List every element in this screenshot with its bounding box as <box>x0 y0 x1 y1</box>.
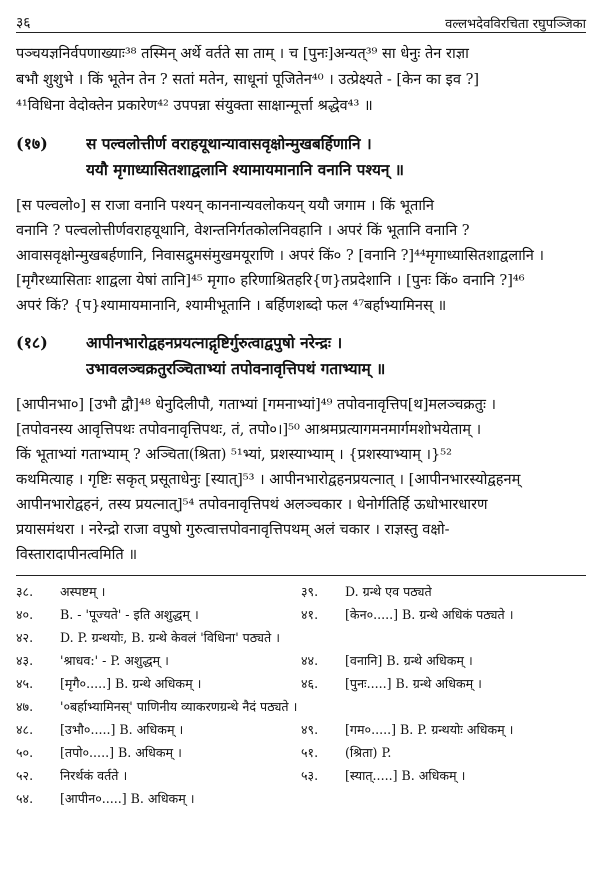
footnote-number: ४६. <box>301 676 319 691</box>
footnote-number: ४८. <box>16 722 34 737</box>
footnote-text: अस्पष्टम् । <box>60 584 106 599</box>
footnote-text: [वनानि] B. ग्रन्थे अधिकम् । <box>345 653 473 668</box>
footnote-row <box>16 741 586 764</box>
text-line: पञ्चयज्ञनिर्वपणाख्याः³⁸ तस्मिन् अर्थे वर्तते सा ताम् । च [पुनः]अन्यत्³⁹ सा धेनुः तेन राज्ञा <box>16 45 469 62</box>
verse-number: (१७) <box>16 134 48 153</box>
text-line: कथमित्याह । गृष्टिः सकृत् प्रसूताधेनुः [स्यात्]⁵³ । आपीनभारोद्वहनप्रयत्नात् । [आपीनभारस्योद्वहनम् <box>16 471 521 488</box>
footnote-text: [गम०.....] B. P. ग्रन्थयोः अधिकम् । <box>345 722 514 737</box>
footnote-row <box>16 649 586 672</box>
footnote-number: ५३. <box>301 768 319 783</box>
verse-number: (१८) <box>16 333 48 352</box>
footnote-text: [केन०.....] B. ग्रन्थे अधिकं पठ्यते । <box>345 607 514 622</box>
verse-line: स पल्वलोत्तीर्ण वराहयूथान्यावासवृक्षोन्मुखबर्हिणानि । <box>86 135 372 153</box>
footnote-text: '०बर्हाभ्यामिनस्' पाणिनीय व्याकरणग्रन्थे नैदं पठ्यते । <box>60 699 298 714</box>
footnote-text: [मृगै०.....] B. ग्रन्थे अधिकम् । <box>60 676 202 691</box>
footnote-text: [आपीन०.....] B. अधिकम् । <box>60 791 195 806</box>
verse-18 <box>16 330 586 382</box>
text-line: [आपीनभा०] [उभौ द्वौ]⁴⁸ धेनुदिलीपौ, गताभ्यां [गमनाभ्यां]⁴⁹ तपोवनावृत्तिप[थ]मलञ्चक्रतुः । <box>16 396 497 413</box>
footnote-number: ४७. <box>16 699 34 714</box>
footnote-text: [तपो०.....] B. अधिकम् । <box>60 745 182 760</box>
intro-paragraph <box>16 41 586 119</box>
footnote-number: ५१. <box>301 745 319 760</box>
text-line: विस्तारादापीनत्वमिति ॥ <box>16 546 138 563</box>
footnote-number: ४४. <box>301 653 319 668</box>
text-line: प्रयासमंथरा । नरेन्द्रो राजा वपुषो गुरुत्वात्तपोवनावृत्तिपथम् अलं चकार । राज्ञस्तु वक्षो- <box>16 521 450 538</box>
text-line: बभौ शुशुभे । किं भूतेन तेन ? सतां मतेन, साधूनां पूजितेन⁴⁰ । उत्प्रेक्ष्यते - [केन का इव ?] <box>16 71 480 88</box>
footnotes <box>16 580 586 810</box>
text-line: [तपोवनस्य आवृत्तिपथः तपोवनावृत्तिपथः, तं, तपो०।]⁵⁰ आश्रमप्रत्यागमनमार्गमशोभयेताम् । <box>16 421 482 438</box>
footnote-number: ४९. <box>301 722 319 737</box>
verse-line: उभावलञ्चक्रतुरञ्चिताभ्यां तपोवनावृत्तिपथं गताभ्याम् ॥ <box>86 360 386 378</box>
text-line: किं भूताभ्यां गताभ्याम् ? अञ्चिता(श्रिता) ⁵¹भ्यां, प्रशस्याभ्याम् । {प्रशस्याभ्याम् ।}⁵² <box>16 446 452 463</box>
footnote-text: B. - 'पूज्यते' - इति अशुद्धम् । <box>60 607 199 622</box>
footnote-row <box>16 580 586 603</box>
footnote-number: ४२. <box>16 630 34 645</box>
footnote-number: ४१. <box>301 607 319 622</box>
footnote-number: ४०. <box>16 607 34 622</box>
footnote-text: 'श्राधव:' - P. अशुद्धम् । <box>60 653 169 668</box>
footnote-number: ४५. <box>16 676 34 691</box>
footnote-text: निरर्थकं वर्तते । <box>60 768 128 783</box>
footnote-number: ४३. <box>16 653 34 668</box>
commentary-17 <box>16 193 586 318</box>
footnote-number: ५०. <box>16 745 34 760</box>
footnote-text: D. ग्रन्थे एव पठ्यते <box>345 584 432 599</box>
page-number: ३६ <box>16 15 31 31</box>
footnote-number: ५४. <box>16 791 34 806</box>
footnote-divider <box>16 575 586 576</box>
text-line: आपीनभारोद्वहनं, तस्य प्रयत्नात्]⁵⁴ तपोवनावृत्तिपथं अलञ्चकार । धेनोर्गतिर्हि ऊधोभारधारण <box>16 496 488 513</box>
page-header <box>16 10 586 33</box>
verse-17 <box>16 131 586 183</box>
footnote-row <box>16 764 586 787</box>
footnote-text: [उभौ०.....] B. अधिकम् । <box>60 722 184 737</box>
footnote-row <box>16 626 586 649</box>
verse-line: आपीनभारोद्वहनप्रयत्नाद्गृष्टिर्गुरुत्वाद्वपुषो नरेन्द्रः । <box>86 334 343 352</box>
footnote-number: ३९. <box>301 584 319 599</box>
text-line: ⁴¹विधिना वेदोक्तेन प्रकारेण⁴² उपपन्ना संयुक्ता साक्षान्मूर्त्ता श्रद्धेव⁴³ ॥ <box>16 97 373 114</box>
footnote-text: D. P. ग्रन्थयोः, B. ग्रन्थे केवलं 'विधिना' पठ्यते । <box>60 630 280 645</box>
footnote-row <box>16 672 586 695</box>
footnote-row <box>16 603 586 626</box>
footnote-row <box>16 695 586 718</box>
footnote-text: [स्यात्.....] B. अधिकम् । <box>345 768 466 783</box>
commentary-18 <box>16 392 586 567</box>
text-line: अपरं किं? {प}श्यामायमानानि, श्यामीभूतानि । बर्हिणशब्दो फल ⁴⁷बर्हाभ्यामिनस् ॥ <box>16 297 447 314</box>
footnote-row <box>16 787 586 810</box>
text-line: [स पल्वलो०] स राजा वनानि पश्यन् काननान्यवलोकयन् ययौ जगाम । किं भूतानि <box>16 197 434 214</box>
verse-line: ययौ मृगाध्यासितशाद्वलानि श्यामायमानानि वनानि पश्यन् ॥ <box>86 161 404 179</box>
text-line: आवासवृक्षोन्मुखबर्हणानि, निवासद्रुमसंमुखमयूराणि । अपरं किं० ? [वनानि ?]⁴⁴मृगाध्यासितशाद्वलानि । <box>16 247 545 264</box>
text-line: वनानि ? पल्वलोत्तीर्णवराहयूथानि, वेशन्तनिर्गतकोलनिवहानि । अपरं किं भूतानि वनानि ? <box>16 222 470 239</box>
footnote-number: ५२. <box>16 768 34 783</box>
footnote-row <box>16 718 586 741</box>
running-title: वल्लभदेवविरचिता रघुपञ्जिका <box>445 17 586 32</box>
footnote-text: [पुनः.....] B. ग्रन्थे अधिकम् । <box>345 676 482 691</box>
footnote-number: ३८. <box>16 584 34 599</box>
text-line: [मृगैरध्यासिताः शाद्वला येषां तानि]⁴⁵ मृगा० हरिणाश्रितहरि{ण}तप्रदेशानि । [पुनः किं० वनानि ?]⁴⁶ <box>16 272 525 289</box>
footnote-text: (श्रिता) P. <box>345 745 392 760</box>
